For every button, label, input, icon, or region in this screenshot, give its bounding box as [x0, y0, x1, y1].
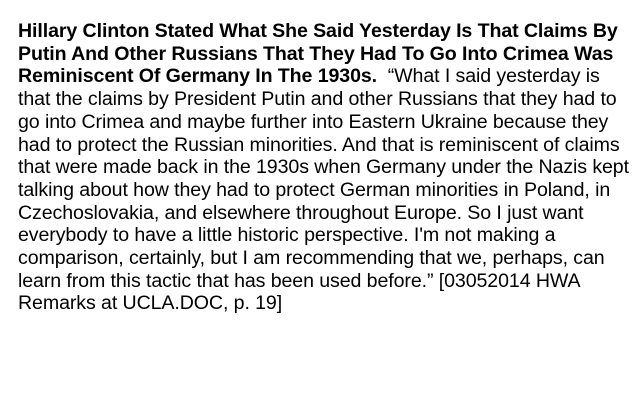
citation: [03052014 HWA Remarks at UCLA.DOC, p. 19] [18, 269, 580, 315]
headline: Hillary Clinton Stated What She Said Yesterday Is That Claims By Putin And Other Russians That They Had To Go Into Crimea Was Reminiscent Of Germany In The 1930s. [18, 20, 618, 88]
document-body [18, 20, 632, 315]
quote-text: “What I said yesterday is that the claims by President Putin and other Russians that they had to go into Crimea and maybe further into Eastern Ukraine because they had to protect the Russian minorities. And that is reminiscent of claims that were made back in the 1930s when Germany under the Nazis kept talking about how they had to protect German minorities in Poland, in Czechoslovakia, and elsewhere throughout Europe. So I just want everybody to have a little historic perspective. I'm not making a comparison, certainly, but I am recommending that we, perhaps, can learn from this tactic that has been used before.” [18, 65, 629, 292]
